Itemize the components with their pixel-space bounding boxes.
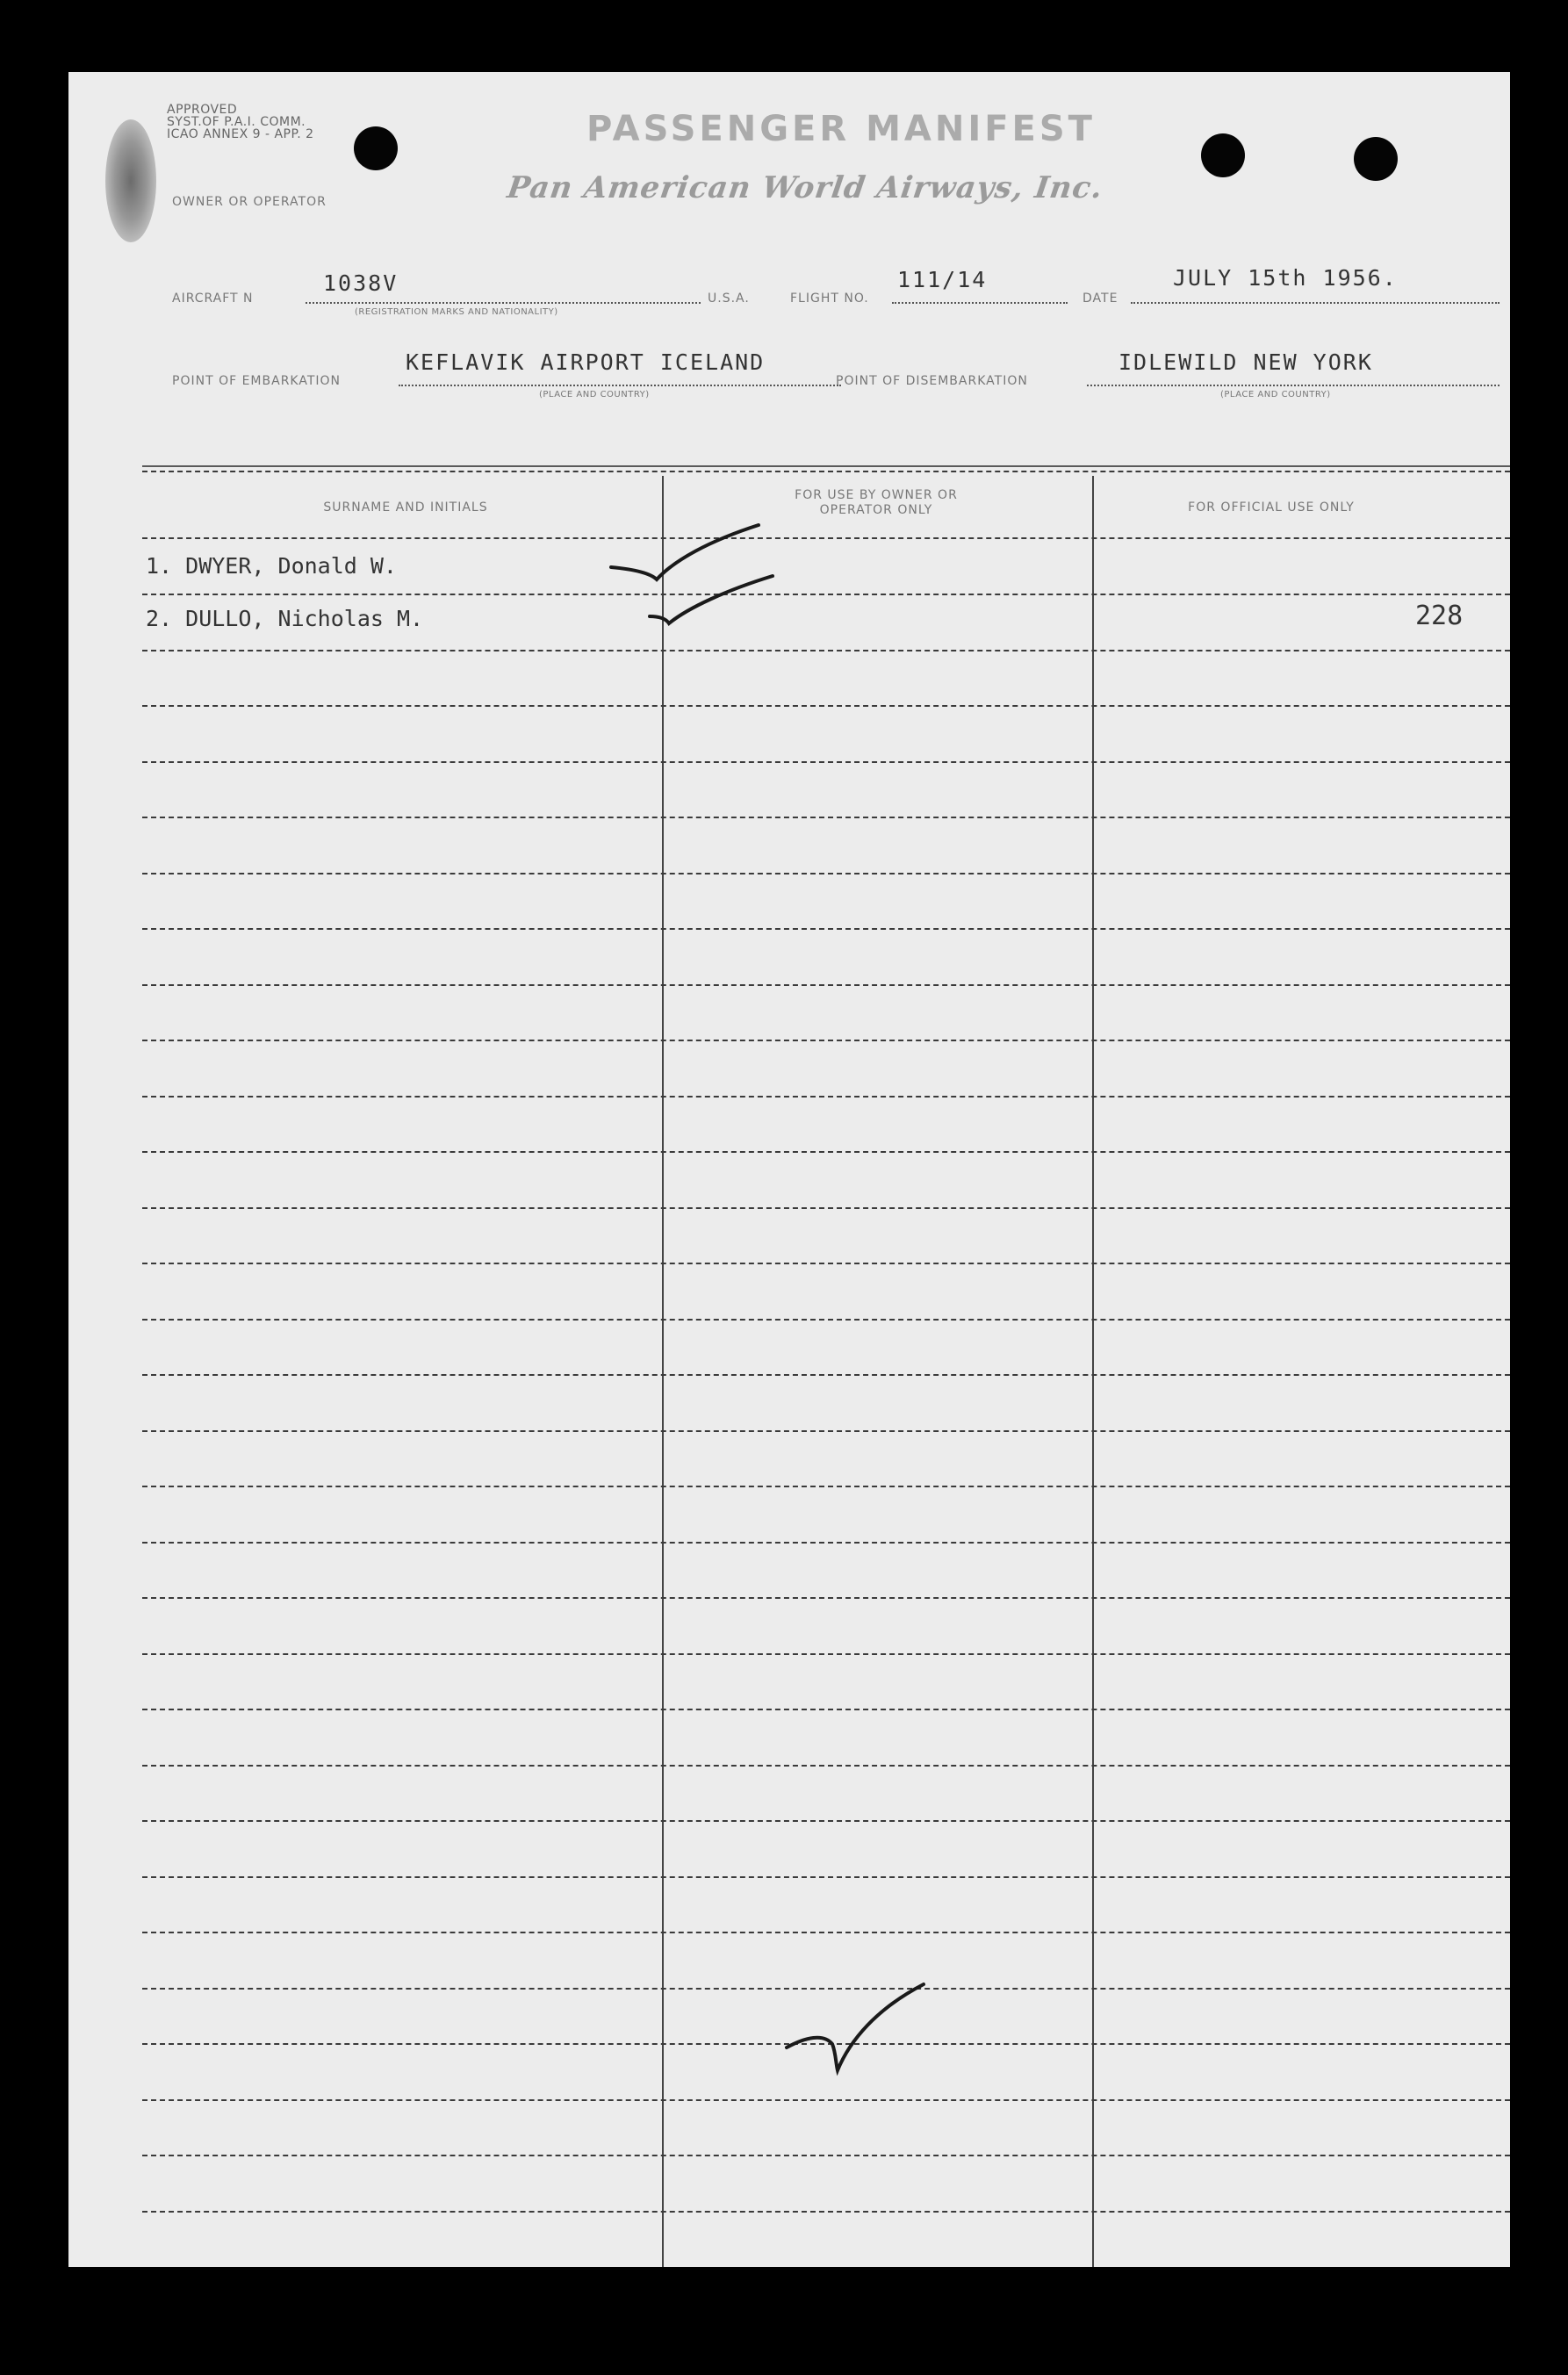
row-rule [142, 928, 1510, 930]
row-rule [142, 1151, 1510, 1153]
passenger-name: 1. DWYER, Donald W. [146, 553, 397, 579]
embarkation-point: KEFLAVIK AIRPORT ICELAND [406, 349, 766, 375]
row-rule [142, 2099, 1510, 2101]
row-rule [142, 1765, 1510, 1767]
row-rule [142, 1820, 1510, 1822]
row-rule [142, 1096, 1510, 1098]
official-code: 228 [1415, 601, 1464, 631]
disembarkation-label: POINT OF DISEMBARKATION [836, 374, 1028, 388]
table-top-rule [142, 465, 1510, 467]
row-rule [142, 1653, 1510, 1655]
punch-hole [1354, 137, 1398, 181]
row-rule [142, 1040, 1510, 1041]
row-rule [142, 1709, 1510, 1710]
punch-hole [354, 126, 398, 170]
checkmark-icon [780, 1979, 955, 2084]
passenger-name: 2. DULLO, Nicholas M. [146, 606, 424, 631]
form-title: PASSENGER MANIFEST [586, 109, 1096, 149]
approval-line: ICAO ANNEX 9 - APP. 2 [167, 127, 314, 141]
row-rule [142, 1932, 1510, 1933]
row-rule [142, 650, 1510, 651]
row-rule [142, 1374, 1510, 1376]
flight-date: JULY 15th 1956. [1173, 265, 1398, 291]
usa-label: U.S.A. [708, 291, 750, 306]
row-rule [142, 1486, 1510, 1487]
row-rule [142, 817, 1510, 818]
embarkation-caption: (PLACE AND COUNTRY) [539, 390, 650, 399]
column-divider [662, 476, 664, 2267]
row-rule [142, 761, 1510, 763]
row-rule [142, 873, 1510, 874]
date-underline [1131, 302, 1500, 304]
punch-hole [1201, 133, 1245, 177]
manifest-page [68, 72, 1510, 2267]
date-label: DATE [1082, 291, 1118, 306]
row-rule [142, 1319, 1510, 1321]
column-header-surname: SURNAME AND INITIALS [323, 500, 488, 515]
flight-underline [892, 302, 1068, 304]
disembarkation-underline [1087, 385, 1500, 386]
column-header-official-use: FOR OFFICIAL USE ONLY [1188, 500, 1355, 515]
registration-caption: (REGISTRATION MARKS AND NATIONALITY) [355, 307, 558, 317]
approval-line: APPROVED [167, 103, 238, 117]
embarkation-underline [399, 385, 841, 386]
row-rule [142, 705, 1510, 707]
row-rule [142, 984, 1510, 986]
disembarkation-caption: (PLACE AND COUNTRY) [1220, 390, 1331, 399]
row-rule [142, 2155, 1510, 2156]
owner-operator-label: OWNER OR OPERATOR [172, 195, 327, 209]
aircraft-number: 1038V [323, 270, 399, 296]
row-rule [142, 1542, 1510, 1544]
thumbprint-stamp [105, 119, 156, 242]
aircraft-label: AIRCRAFT N [172, 291, 254, 306]
row-rule [142, 1597, 1510, 1599]
flight-label: FLIGHT NO. [790, 291, 869, 306]
column-divider [1092, 476, 1094, 2267]
approval-line: SYST.OF P.A.I. COMM. [167, 115, 306, 129]
flight-number: 111/14 [897, 267, 988, 292]
disembarkation-point: IDLEWILD NEW YORK [1118, 349, 1373, 375]
table-top-rule [142, 471, 1510, 472]
checkmark-icon [604, 495, 832, 636]
row-rule [142, 1430, 1510, 1432]
row-rule [142, 1207, 1510, 1209]
row-rule [142, 2211, 1510, 2213]
row-rule [142, 1876, 1510, 1878]
embarkation-label: POINT OF EMBARKATION [172, 374, 342, 388]
column-header-owner-use: FOR USE BY OWNER OR OPERATOR ONLY [795, 488, 958, 517]
row-rule [142, 1263, 1510, 1264]
approval-block [167, 104, 314, 140]
airline-name: Pan American World Airways, Inc. [505, 170, 1105, 205]
aircraft-underline [306, 302, 701, 304]
